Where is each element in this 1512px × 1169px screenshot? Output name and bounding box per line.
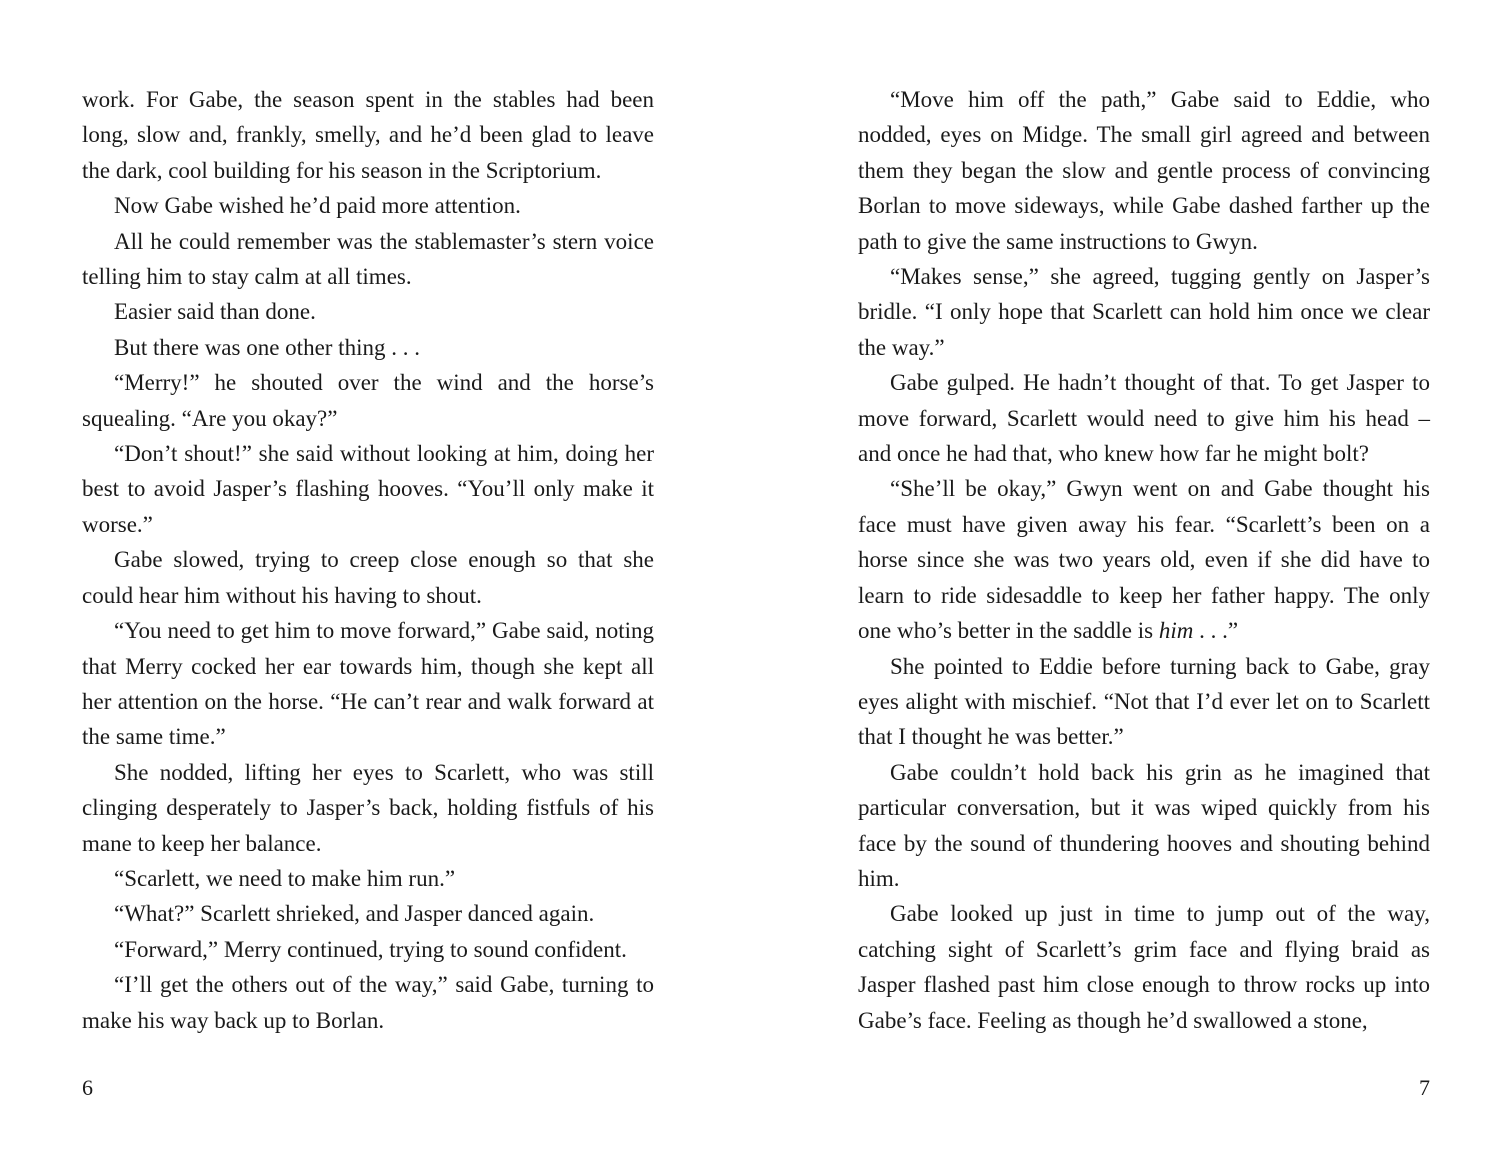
paragraph: “Forward,” Merry continued, trying to sound confident. <box>114 936 627 962</box>
paragraph: Easier said than done. <box>114 299 316 325</box>
paragraph: work. For Gabe, the season spent in the stables had been long, slow and, frankly, smelly, and he’d been glad to leave the dark, cool building for his season in the Scriptorium. <box>82 87 654 183</box>
paragraph-text: “She’ll be okay,” Gwyn went on and Gabe thought his face must have given away his fear. “Scarlett’s been on a horse since she was two years old, even if she did have to learn to ride sidesaddle to keep her father happy. The only one who’s better in the saddle is <box>858 476 1430 644</box>
paragraph: “What?” Scarlett shrieked, and Jasper danced again. <box>114 901 595 927</box>
paragraph: Gabe couldn’t hold back his grin as he imagined that particular conversation, but it was wiped quickly from his face by the sound of thundering hooves and shouting behind him. <box>858 759 1430 891</box>
paragraph: “Move him off the path,” Gabe said to Eddie, who nodded, eyes on Midge. The small girl agreed and between them they began the slow and gentle process of convincing Borlan to move sideways, while Gabe dashed farther up the path to give the same instructions to Gwyn. <box>858 87 1430 254</box>
paragraph: But there was one other thing . . . <box>114 334 420 360</box>
paragraph: Gabe looked up just in time to jump out of the way, catching sight of Scarlett’s grim face and flying braid as Jasper flashed past him close enough to throw rocks up into Gabe’s face. Feeling as though he’d swallowed a stone, <box>858 901 1430 1033</box>
left-page-text <box>82 82 654 1038</box>
paragraph: Gabe gulped. He hadn’t thought of that. To get Jasper to move forward, Scarlett would need to give him his head – and once he had that, who knew how far he might bolt? <box>858 370 1430 467</box>
paragraph: “Don’t shout!” she said without looking at him, doing her best to avoid Jasper’s flashing hooves. “You’ll only make it worse.” <box>82 441 654 537</box>
paragraph: All he could remember was the stablemaster’s stern voice telling him to stay calm at all times. <box>82 228 654 290</box>
paragraph: “You need to get him to move forward,” Gabe said, noting that Merry cocked her ear towards him, though she kept all her attention on the horse. “He can’t rear and walk forward at the same time.” <box>82 618 654 750</box>
paragraph: She nodded, lifting her eyes to Scarlett, who was still clinging desperately to Jasper’s back, holding fistfuls of his mane to keep her balance. <box>82 759 654 856</box>
paragraph: She pointed to Eddie before turning back to Gabe, gray eyes alight with mischief. “Not that I’d ever let on to Scarlett that I thought he was better.” <box>858 653 1430 750</box>
paragraph: “Merry!” he shouted over the wind and the horse’s squealing. “Are you okay?” <box>82 370 654 431</box>
right-page-text <box>858 82 1430 1038</box>
paragraph: Now Gabe wished he’d paid more attention. <box>114 193 521 219</box>
page-number: 7 <box>1419 1075 1430 1100</box>
right-page <box>756 0 1512 1169</box>
emphasis-text: him <box>1158 618 1194 644</box>
paragraph: Gabe slowed, trying to creep close enough so that she could hear him without his having to shout. <box>82 547 654 608</box>
emphasis-tail: . . .” <box>1193 618 1239 644</box>
paragraph: “Scarlett, we need to make him run.” <box>114 865 456 891</box>
paragraph: “I’ll get the others out of the way,” said Gabe, turning to make his way back up to Borlan. <box>82 972 654 1033</box>
page-number: 6 <box>82 1075 93 1100</box>
paragraph-with-emphasis <box>858 471 1430 648</box>
paragraph: “Makes sense,” she agreed, tugging gently on Jasper’s bridle. “I only hope that Scarlett can hold him once we clear the way.” <box>858 264 1430 360</box>
